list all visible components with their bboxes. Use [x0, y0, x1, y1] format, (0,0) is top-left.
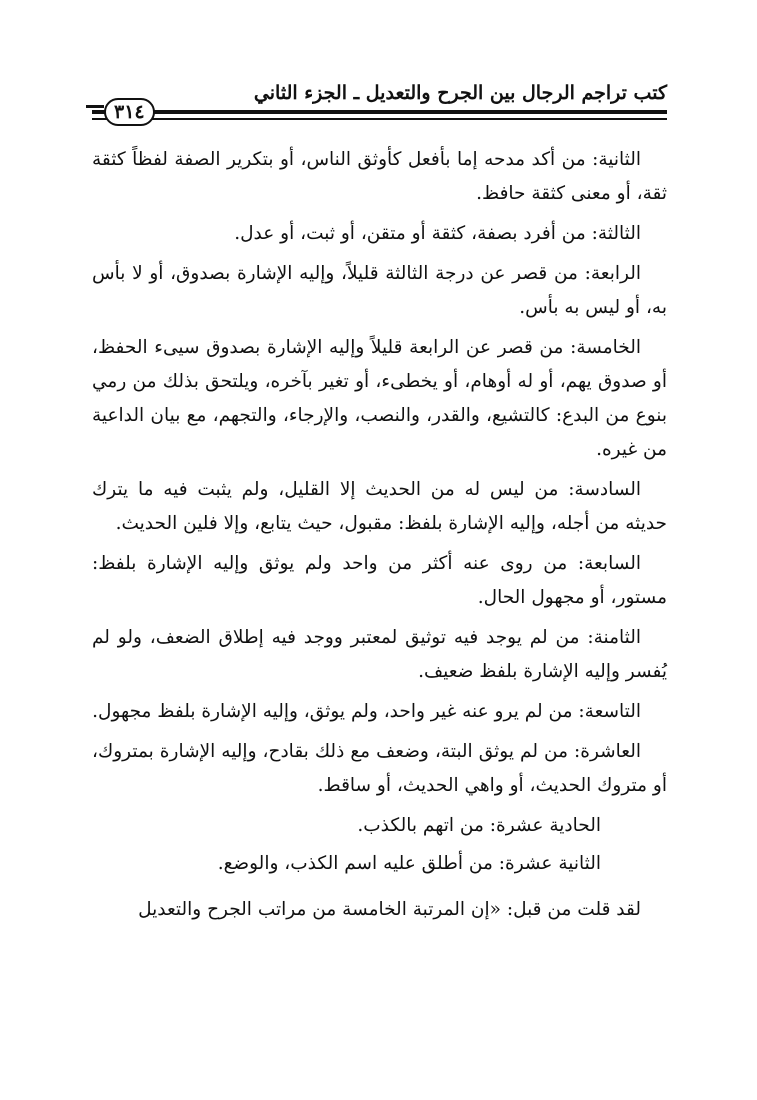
rank-text: : من قصر عن درجة الثالثة قليلاً، وإليه الإشارة بصدوق، أو لا بأس به، أو ليس به بأس. — [92, 263, 667, 318]
rank-paragraph-12 — [92, 847, 667, 881]
rank-label: الثانية عشرة — [505, 853, 601, 874]
page-body — [92, 143, 667, 933]
rank-label: الخامسة — [576, 337, 641, 358]
rank-text: : من ليس له من الحديث إلا القليل، ولم يثبت فيه ما يترك حديثه من أجله، وإليه الإشارة بلفظ: مقبول، حيث يتابع، وإلا فلين الحديث. — [92, 479, 667, 534]
rank-paragraph-2 — [92, 143, 667, 211]
rank-label: السادسة — [574, 479, 641, 500]
header-rule-thin — [92, 118, 667, 120]
rank-paragraph-8 — [92, 621, 667, 689]
rank-text: : من أكد مدحه إما بأفعل كأوثق الناس، أو بتكرير الصفة لفظاً كثقة ثقة، أو معنى كثقة حافظ. — [92, 149, 667, 204]
rank-text: : من لم يوجد فيه توثيق لمعتبر ووجد فيه إطلاق الضعف، ولو لم يُفسر وإليه الإشارة بلفظ ضعيف. — [92, 627, 667, 682]
rank-paragraph-11 — [92, 809, 667, 843]
page-number-dash — [86, 105, 104, 108]
rank-text: : من أفرد بصفة، كثقة أو متقن، أو ثبت، أو عدل. — [234, 223, 598, 244]
rank-text: : من لم يوثق البتة، وضعف مع ذلك بقادح، وإليه الإشارة بمتروك، أو متروك الحديث، أو واهي الحديث، أو ساقط. — [92, 741, 667, 796]
rank-paragraph-3 — [92, 217, 667, 251]
rank-label: السابعة — [584, 553, 641, 574]
rank-label: الثانية — [598, 149, 641, 170]
rank-label: الثالثة — [597, 223, 641, 244]
running-title: كتب تراجم الرجال بين الجرح والتعديل ـ الجزء الثاني — [253, 82, 667, 104]
rank-paragraph-10 — [92, 735, 667, 803]
rank-label: الحادية عشرة — [496, 815, 601, 836]
rank-paragraph-9 — [92, 695, 667, 729]
page-number: ٣١٤ — [104, 98, 155, 126]
rank-text: : من قصر عن الرابعة قليلاً وإليه الإشارة بصدوق سيىء الحفظ، أو صدوق يهم، أو له أوهام، أو يخطىء، أو تغير بآخره، ويلتحق بذلك من رمي بنوع من البدع: كالتشيع، والقدر، والنصب، والإرجاء، والتجهم، مع بيان الداعية من غيره. — [92, 337, 667, 460]
rank-label: التاسعة — [584, 701, 641, 722]
rank-paragraph-4 — [92, 257, 667, 325]
rank-paragraph-7 — [92, 547, 667, 615]
rank-label: الثامنة — [593, 627, 641, 648]
closing-paragraph: لقد قلت من قبل: «إن المرتبة الخامسة من مراتب الجرح والتعديل — [138, 899, 641, 920]
rank-text: : من أطلق عليه اسم الكذب، والوضع. — [217, 853, 506, 874]
header-rule-thick — [92, 110, 667, 114]
rank-text: : من لم يرو عنه غير واحد، ولم يوثق، وإليه الإشارة بلفظ مجهول. — [92, 701, 585, 722]
rank-label: الرابعة — [590, 263, 641, 284]
rank-paragraph-6 — [92, 473, 667, 541]
rank-text: : من روى عنه أكثر من واحد ولم يوثق وإليه الإشارة بلفظ: مستور، أو مجهول الحال. — [92, 553, 667, 608]
rank-text: : من اتهم بالكذب. — [357, 815, 497, 836]
rank-paragraph-5 — [92, 331, 667, 467]
rank-label: العاشرة — [580, 741, 641, 762]
page-header — [92, 82, 667, 130]
